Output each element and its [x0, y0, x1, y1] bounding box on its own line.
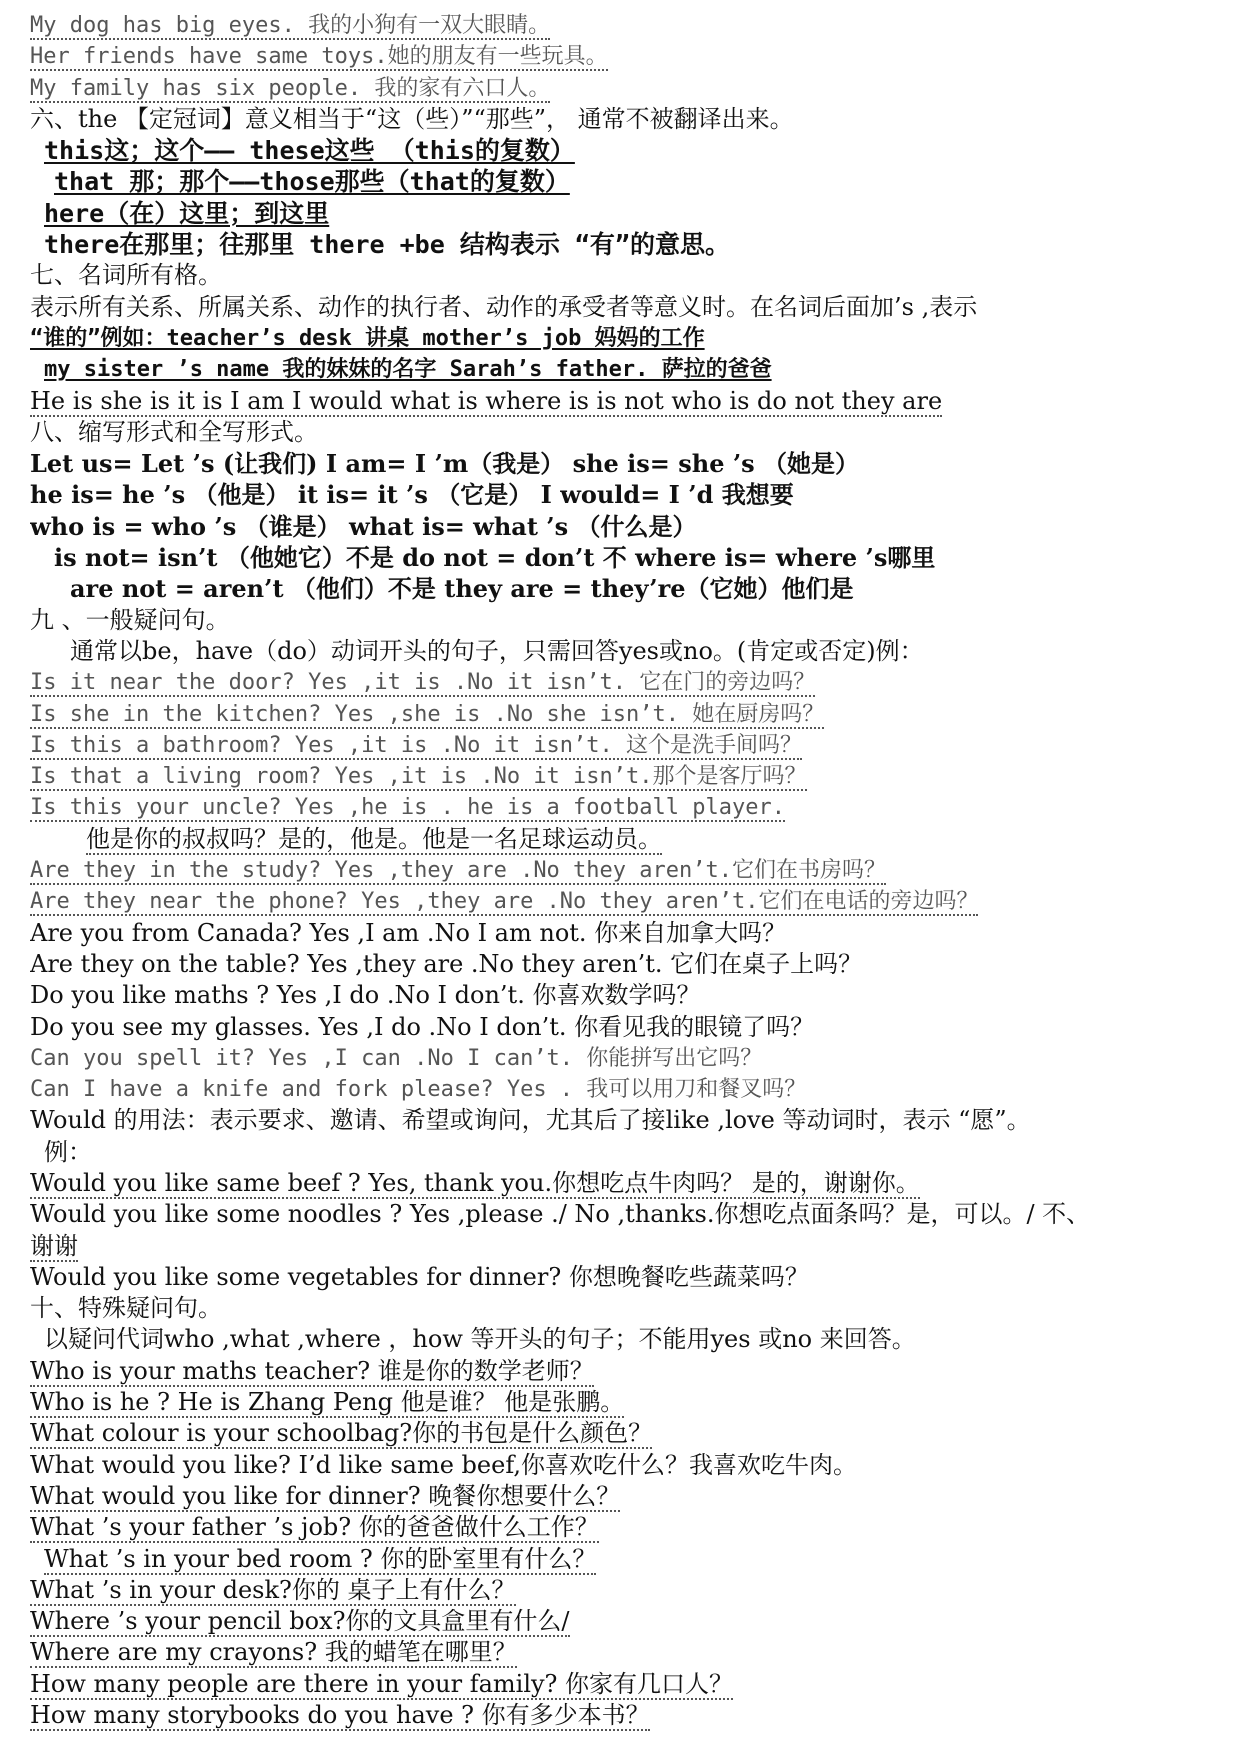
text-line: 表示所有关系、所属关系、动作的执行者、动作的承受者等意义时。在名词后面加’s ,表示: [30, 292, 978, 321]
text-line: Where ’s your pencil box?你的文具盒里有什么/: [30, 1607, 570, 1636]
text-line: Is it near the door? Yes ,it is .No it isn’t. 它在门的旁边吗？: [30, 670, 816, 696]
text-line: What ’s your father ’s job? 你的爸爸做什么工作？: [30, 1513, 599, 1542]
text-line: Are they near the phone? Yes ,they are .No they aren’t.它们在电话的旁边吗？: [30, 889, 979, 915]
contraction-row: is not= isn’t （他她它）不是 do not = don’t 不 where is= where ’s哪里: [30, 542, 1221, 573]
text-line: “谁的”例如：teacher’s desk 讲桌 mother’s job 妈妈的工作: [30, 325, 705, 351]
section-heading: 七、名词所有格。: [30, 261, 222, 290]
text-line: How many people are there in your family? 你家有几口人？: [30, 1669, 734, 1698]
text-line: What colour is your schoolbag?你的书包是什么颜色？: [30, 1419, 653, 1448]
text-line: 谢谢: [30, 1231, 78, 1260]
text-line: Is she in the kitchen? Yes ,she is .No she isn’t. 她在厨房吗？: [30, 701, 825, 727]
text-line: Do you like maths ? Yes ,I do .No I don’t. 你喜欢数学吗？: [30, 980, 1221, 1011]
contraction-row: Let us= Let ’s (让我们) I am= I ’m（我是） she is= she ’s （她是）: [30, 448, 1221, 479]
contraction-row: he is= he ’s （他是） it is= it ’s （它是） I would= I ’d 我想要: [30, 479, 1221, 510]
text-line: here（在）这里；到这里: [44, 198, 330, 228]
text-line: My dog has big eyes. 我的小狗有一双大眼睛。: [30, 13, 551, 38]
text-line: that 那；那个——those那些（that的复数）: [54, 167, 570, 197]
text-line: What would you like for dinner? 晚餐你想要什么？: [30, 1481, 621, 1510]
contraction-row: who is = who ’s （谁是） what is= what ’s （什么是）: [30, 511, 1221, 542]
text-line: What ’s in your bed room ? 你的卧室里有什么？: [44, 1544, 597, 1573]
text-line: Are you from Canada? Yes ,I am .No I am not. 你来自加拿大吗？: [30, 918, 1221, 949]
text-line: 例：: [44, 1137, 92, 1166]
text-line: Is this a bathroom? Yes ,it is .No it isn’t. 这个是洗手间吗？: [30, 732, 803, 758]
text-line: Where are my crayons? 我的蜡笔在哪里？: [30, 1638, 517, 1667]
text-line: Can I have a knife and fork please? Yes . 我可以用刀和餐叉吗？: [30, 1074, 1221, 1105]
text-line: Would you like some noodles ? Yes ,please ./ No ,thanks.你想吃点面条吗？是，可以。/ 不、: [30, 1199, 1221, 1230]
section-heading: 九 、一般疑问句。: [30, 605, 230, 634]
section-heading: 十、特殊疑问句。: [30, 1294, 222, 1323]
section-heading: 八、缩写形式和全写形式。: [30, 417, 318, 446]
text-line: How many storybooks do you have ? 你有多少本书？: [30, 1701, 650, 1730]
text-line: Would 的用法：表示要求、邀请、希望或询问，尤其后了接like ,love 等动词时，表示 “愿”。: [30, 1106, 1031, 1135]
text-line: there在那里；往那里 there +be 结构表示 “有”的意思。: [44, 230, 730, 260]
contraction-row: are not = aren’t （他们）不是 they are = they’re（它她）他们是: [30, 573, 1221, 604]
text-line: Do you see my glasses. Yes ,I do .No I don’t. 你看见我的眼镜了吗？: [30, 1012, 1221, 1043]
text-line: this这；这个—— these这些 （this的复数）: [44, 136, 575, 166]
text-line: Is that a living room? Yes ,it is .No it isn’t.那个是客厅吗？: [30, 764, 807, 790]
text-line: What ’s in your desk?你的 桌子上有什么？: [30, 1575, 516, 1604]
text-line: Would you like same beef ? Yes, thank you.你想吃点牛肉吗？ 是的，谢谢你。: [30, 1168, 920, 1197]
section-heading: 六、the 【定冠词】意义相当于“这（些）”“那些”， 通常不被翻译出来。: [30, 104, 794, 133]
text-line: 通常以be，have（do）动词开头的句子，只需回答yes或no。(肯定或否定)例：: [70, 636, 924, 665]
text-line: What would you like? I’d like same beef,你喜欢吃什么？我喜欢吃牛肉。: [30, 1450, 1221, 1481]
text-line: Is this your uncle? Yes ,he is . he is a football player.: [30, 795, 785, 821]
text-line: He is she is it is I am I would what is where is is not who is do not they are: [30, 386, 943, 415]
text-line: Who is he ? He is Zhang Peng 他是谁？ 他是张鹏。: [30, 1388, 625, 1417]
text-line: My family has six people. 我的家有六口人。: [30, 75, 551, 101]
text-line: my sister ’s name 我的妹妹的名字 Sarah’s father. 萨拉的爸爸: [44, 357, 772, 383]
text-line: 以疑问代词who ,what ,where ，how 等开头的句子；不能用yes 或no 来回答。: [44, 1325, 916, 1354]
text-line: Who is your maths teacher? 谁是你的数学老师？: [30, 1356, 594, 1385]
text-line: Her friends have same toys.她的朋友有一些玩具。: [30, 44, 608, 70]
text-line: Can you spell it? Yes ,I can .No I can’t. 你能拼写出它吗？: [30, 1043, 1221, 1074]
text-line: Are they on the table? Yes ,they are .No they aren’t. 它们在桌子上吗？: [30, 949, 1221, 980]
text-line: 他是你的叔叔吗？是的，他是。他是一名足球运动员。: [86, 824, 662, 853]
text-line: Are they in the study? Yes ,they are .No they aren’t.它们在书房吗？: [30, 858, 886, 884]
text-line: Would you like some vegetables for dinner? 你想晚餐吃些蔬菜吗？: [30, 1262, 1221, 1293]
